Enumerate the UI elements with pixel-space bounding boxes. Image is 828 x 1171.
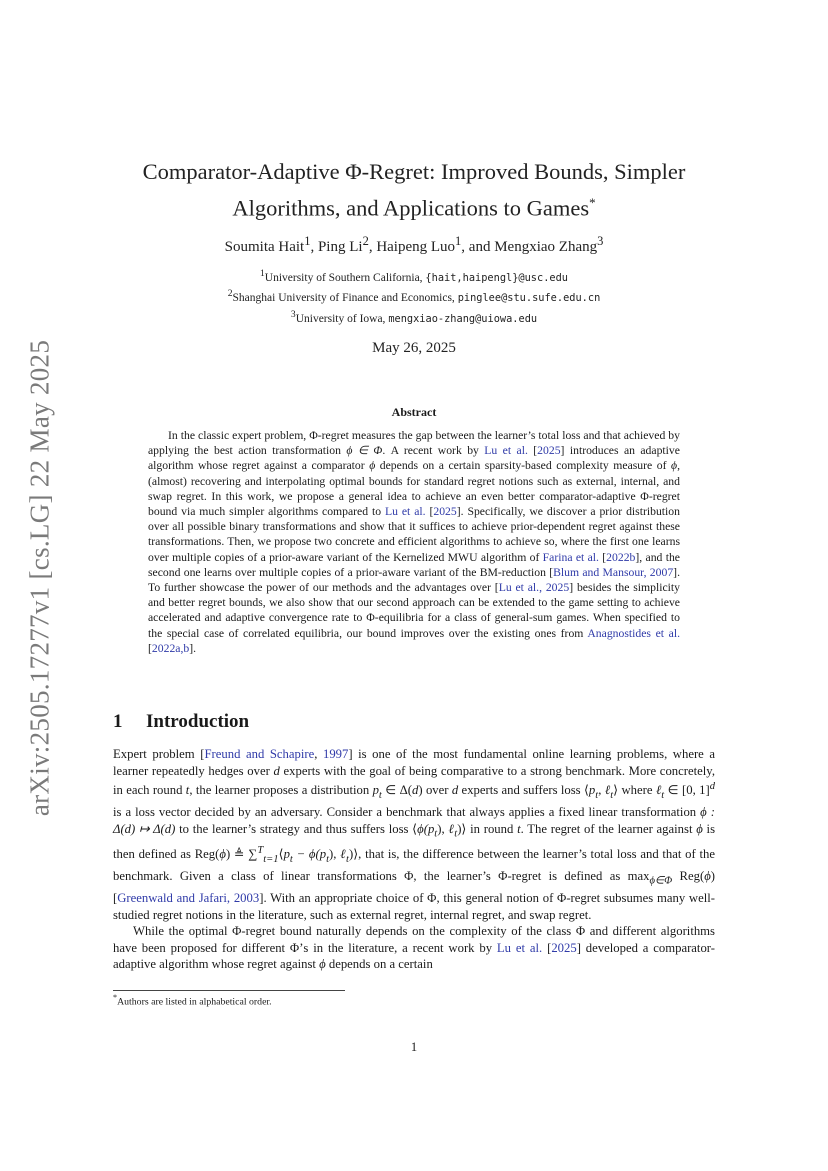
affil-mark: 2 [227, 288, 233, 300]
abstract-heading: Abstract [391, 405, 437, 419]
section-heading [113, 711, 249, 733]
page-number: 1 [410, 1040, 418, 1054]
math: ϕ [704, 869, 711, 884]
math: d [273, 763, 280, 778]
abstract-segment: , (almost) recovering and interpolating optimal bounds for standard regret notions such as external, internal, and swap regret. In this work, we propose a general idea to achieve an even better comparator-adaptive Φ-regret bound via much simpler algorithms compared to [148, 459, 680, 519]
affiliation-list [100, 266, 728, 327]
text-segment: is then defined as Reg( [113, 821, 716, 862]
author-separator: , and [461, 239, 495, 255]
affil-mark: 1 [259, 268, 265, 279]
author-affil-mark: 2 [362, 234, 369, 248]
footnote [113, 993, 272, 1007]
citation-link[interactable]: Lu et al. [496, 940, 543, 955]
math: , [333, 847, 341, 862]
publication-date: May 26, 2025 [372, 340, 456, 356]
math: t=1 [263, 853, 279, 865]
abstract-segment: . A recent work by [382, 444, 485, 458]
author-name: Ping Li [317, 239, 363, 255]
text-segment: , the learner proposes a distribution [189, 783, 373, 798]
text-segment: ) over [418, 783, 452, 798]
math: t [326, 853, 330, 865]
citation-link[interactable]: Lu et al. [384, 505, 426, 519]
text-segment: )⟩, that is, the difference between the learner’s total loss and that of the benchmark. Given a class of linear transformations Φ, the learner’s Φ-regret is defined as max [113, 847, 715, 884]
math: ϕ : Δ(d) ↦ Δ(d) [113, 805, 715, 836]
author-affil-mark: 1 [304, 234, 311, 248]
author-name: Haipeng Luo [376, 239, 456, 255]
section-number: 1 [113, 711, 123, 732]
citation-link[interactable]: 2025 [537, 444, 561, 458]
math: p [283, 847, 290, 862]
text-segment: Expert problem [113, 747, 201, 761]
citation-link[interactable]: Freund and Schapire [204, 747, 315, 761]
math: ∈ Δ( [381, 783, 413, 798]
math: d [412, 783, 419, 798]
footnote-text: Authors are listed in alphabetical order. [117, 996, 272, 1008]
footnote-mark: * [113, 993, 118, 1002]
text-segment: experts with the goal of being comparative to a strong benchmark. More concretely, in each round [113, 763, 715, 798]
math: ∑ [248, 847, 258, 862]
title-line-1: Comparator-Adaptive Φ-Regret: Improved Bounds, Simpler [142, 159, 686, 184]
author-name: Mengxiao Zhang [494, 239, 598, 255]
text-segment: ) [710, 869, 715, 884]
paper-title [100, 156, 728, 224]
author-affil-mark: 1 [455, 234, 462, 248]
footnote-divider [113, 990, 345, 991]
math: t [289, 853, 293, 865]
section-title: Introduction [146, 711, 250, 732]
math: t [434, 828, 438, 840]
citation-link[interactable]: Anagnostides et al. [587, 626, 680, 640]
text-segment: ) ≜ [225, 847, 249, 862]
citation-link[interactable]: Lu et al. [484, 444, 528, 458]
intro-paragraph-1: Expert problem [Freund and Schapire, 1997] is one of the most fundamental online learning problems, where a learner repeatedly hedges over d experts with the goal of being comparative to a strong benchmark. More concretely, in each round t, the learner proposes a distribution $p_t$ ∈ Δ(d) over d experts and suffers loss $⟨p_t$, ℓ$_t$⟩ where ℓ$_t$ ∈ [0, 1]$^d$ is a loss vector decided by an adversary. Consider a benchmark that always applies a fixed linear transformation ϕ : Δ(d) ↦ Δ(d) to the learner’s strategy and thus suffers loss $⟨\phi(p_t)$, ℓ$_t$)⟩ in round t. The regret of the learner against ϕ is then defined as Reg(ϕ) ≜ $\sum^T_{t=1}⟨p_t - \phi(p_t)$, ℓ$_t$)⟩, that is, the difference between the learner’s total loss and that of the benchmark. Given a class of linear transformations Φ, the learner’s Φ-regret is defined as $\max_{\phi\in\Phi} Reg(\phi)$ [Greenwald and Jafari, 2003]. With an appropriate choice of Φ, this general notion of Φ-regret subsumes many well-studied regret notions in the literature, such as external regret, internal regret, and swap regret. [113, 747, 716, 922]
text-segment: to the learner’s strategy and thus suffers loss ⟨ [175, 821, 418, 836]
affil-name: University of Southern California, [264, 271, 426, 284]
affil-name: University of Iowa, [295, 312, 389, 325]
affiliation-line [100, 266, 728, 286]
citation-link[interactable]: 2022a,b [151, 641, 190, 655]
author-list [100, 234, 728, 256]
math: T [257, 844, 264, 856]
math: t [454, 828, 458, 840]
math: d [451, 783, 459, 798]
abstract-segment: besides the simplicity and better regret bounds, we also show that our second approach can be extended to the game setting to achieve accelerated and adaptive convergence rate to Φ-equilibria for a class of general-sum games. When specified to the special case of correlated equilibria, our bound improves over the existing ones from [148, 581, 681, 640]
author-affil-mark: 3 [597, 234, 604, 248]
abstract-math: ϕ [671, 459, 678, 473]
text-segment: is a loss vector decided by an adversary. Consider a benchmark that always applies a fixed linear transformation [113, 805, 701, 820]
math: ϕ [696, 821, 703, 836]
intro-paragraph-2: While the optimal Φ-regret bound naturally depends on the complexity of the class Φ and different algorithms have been proposed for different Φ’s in the literature, a recent work by Lu et al. [2025] developed a comparator-adaptive algorithm whose regret against ϕ depends on a certain [113, 924, 715, 972]
abstract-segment: . To further showcase the power of our methods and the advantages over [148, 565, 680, 595]
citation-link[interactable]: Blum and Mansour, 2007 [553, 565, 674, 579]
math: − ϕ( [292, 847, 320, 862]
math: t [378, 789, 382, 801]
citation-link[interactable]: 2025 [551, 940, 577, 955]
title-footnote-mark: * [589, 195, 596, 210]
affiliation-line [100, 286, 728, 306]
math: ϕ∈Φ [649, 875, 673, 887]
abstract-text: In the classic expert problem, Φ-regret measures the gap between the learner’s total loss and that achieved by applying the best action transformation ϕ ∈ Φ. A recent work by Lu et al. [2025] introduces an adaptive algorithm whose regret against a comparator ϕ depends on a certain sparsity-based complexity measure of ϕ, (almost) recovering and interpolating optimal bounds for standard regret notions such as external, internal, and swap regret. In this work, we propose a general idea to achieve an even better comparator-adaptive Φ-regret bound via much simpler algorithms compared to Lu et al. [2025]. Specifically, we discover a prior distribution over all possible binary transformations and show that it suffices to achieve prior-dependent regret against these transformations. Then, we propose two concrete and efficient algorithms to achieve so, where the first one learns over multiple copies of a prior-aware variant of the Kernelized MWU algorithm of Farina et al. [2022b], and the second one learns over multiple copies of a prior-aware variant of the BM-reduction [Blum and Mansour, 2007]. To further showcase the power of our methods and the advantages over [Lu et al., 2025] besides the simplicity and better regret bounds, we also show that our second approach can be extended to the game setting to achieve accelerated and adaptive convergence rate to Φ-equilibria for a class of general-sum games. When specified to the special case of correlated equilibria, our bound improves over the existing ones from Anagnostides et al. [2022a,b]. [148, 429, 681, 655]
text-segment: Reg( [672, 869, 705, 884]
affiliation-line [100, 307, 728, 327]
citation-link[interactable]: 2022b [606, 550, 636, 564]
title-line-2: Algorithms, and Applications to Games [232, 195, 590, 221]
math: p [588, 783, 596, 798]
text-segment: . The regret of the learner against [520, 821, 697, 836]
abstract-segment: In the classic expert problem, Φ-regret measures the gap between the learner’s total loss and that achieved by applying the best action transformation [148, 429, 680, 458]
abstract-segment: depends on a certain sparsity-based complexity measure of [375, 459, 672, 473]
math: p [427, 821, 435, 836]
citation-link[interactable]: 1997 [322, 747, 349, 761]
abstract-segment: . [193, 641, 197, 655]
author-name: Soumita Hait [224, 239, 305, 255]
abstract-segment: , and the second one learns over multiple copies of a prior-aware variant of the BM-reduction [148, 550, 680, 579]
math: p [372, 783, 379, 798]
author-separator: , [310, 239, 318, 255]
affil-name: Shanghai University of Finance and Economics, [232, 292, 458, 305]
math: ϕ [319, 957, 326, 972]
text-segment: experts and suffers loss ⟨ [458, 783, 589, 798]
citation-link[interactable]: 2025 [433, 505, 457, 519]
arxiv-identifier-text: arXiv:2505.17277v1 [cs.LG] 22 May 2025 [24, 339, 55, 817]
math: t [661, 789, 665, 801]
text-segment: depends on a certain [325, 957, 433, 972]
math: ℓ [448, 821, 455, 836]
affil-email[interactable]: pinglee@stu.sufe.edu.cn [457, 292, 601, 305]
math: ∈ [0, 1] [664, 783, 710, 798]
math: , [441, 821, 449, 836]
math: , [598, 783, 605, 798]
citation-link[interactable]: Farina et al. [542, 550, 599, 564]
text-segment: . With an appropriate choice of Φ, this general notion of Φ-regret subsumes many well-studied regret notions in the literature, such as external regret, internal regret, and swap regret. [113, 891, 715, 922]
introduction-body [113, 746, 715, 973]
citation-link[interactable]: Lu et al., 2025 [498, 581, 570, 595]
abstract-segment: . Specifically, we discover a prior distribution over all possible binary transformations and show that it suffices to achieve prior-dependent regret against these transformations. Then, we propose two concrete and efficient algorithms to achieve so, where the first one learns over multiple copies of a prior-aware variant of the Kernelized MWU algorithm of [148, 505, 680, 564]
text-segment: )⟩ in round [457, 821, 518, 836]
math: ℓ [604, 783, 611, 798]
citation-link[interactable]: Greenwald and Jafari, 2003 [117, 891, 260, 906]
text-segment: ⟩ where [613, 783, 656, 798]
abstract-math: ϕ ∈ Φ [346, 444, 383, 458]
math: ℓ [340, 847, 347, 862]
math: t [517, 821, 521, 836]
abstract-segment: introduces an adaptive algorithm whose regret against a comparator [148, 444, 680, 473]
affil-email[interactable]: mengxiao-zhang@uiowa.edu [388, 312, 538, 325]
abstract-math: ϕ [369, 459, 376, 473]
affil-mark: 3 [290, 308, 296, 320]
math: t [610, 789, 614, 801]
author-separator: , [368, 239, 377, 255]
math: d [709, 781, 715, 792]
math: ℓ [655, 783, 662, 798]
affil-email[interactable]: {hait,haipengl}@usc.edu [425, 271, 569, 284]
math: p [319, 847, 327, 862]
math: t [185, 783, 190, 798]
text-segment: developed a comparator-adaptive algorithm whose regret against [113, 940, 715, 972]
text-segment: While the optimal Φ-regret bound naturally depends on the complexity of the class Φ and different algorithms have been proposed for different Φ’s in the literature, a recent work by [113, 924, 715, 955]
math: t [595, 789, 599, 801]
text-segment: is one of the most fundamental online learning problems, where a learner repeatedly hedges over [113, 747, 715, 778]
math: ϕ [219, 847, 226, 862]
math: t [346, 853, 349, 865]
math: ϕ( [417, 821, 428, 836]
